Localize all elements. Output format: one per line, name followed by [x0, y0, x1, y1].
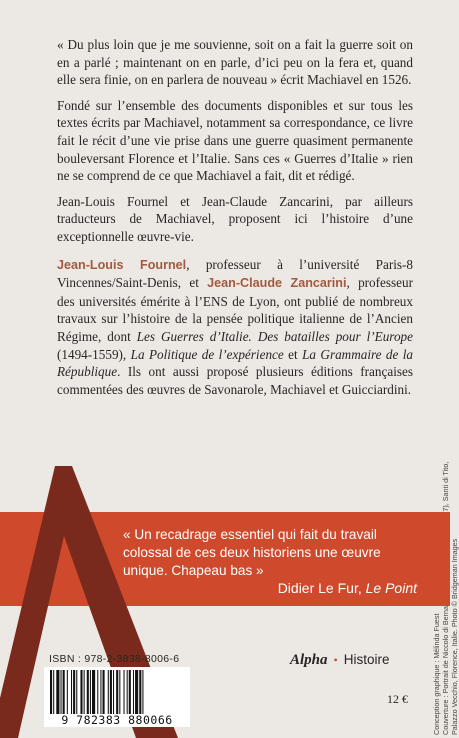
barcode-bar — [108, 670, 109, 714]
book-title-guerres: Les Guerres d’Italie. Des batailles pour l’Europe — [136, 328, 413, 344]
bio-text-1: , professeur à l’université Paris-8 Vincennes/Saint-Denis, et — [57, 256, 413, 291]
author-name-fournel: Jean-Louis Fournel — [57, 257, 187, 272]
barcode-bar — [129, 670, 131, 714]
publisher-separator: • — [333, 653, 338, 667]
barcode-bar — [142, 670, 143, 714]
barcode-bar — [80, 670, 82, 714]
barcode-bar — [113, 670, 114, 714]
barcode-bar — [116, 670, 118, 714]
barcode-bar — [73, 670, 75, 714]
author-name-zancarini: Jean-Claude Zancarini — [207, 276, 347, 291]
blurb-paragraph-summary: Fondé sur l’ensemble des documents disponibles et sur tous les textes écrits par Machiavel, notamment sa correspondance, ce livre fait le récit d’une vie prise dans une guerre quasiment permanente bouleversant Florence et l’Italie. Sans ces « Guerres d’Italie » rien ne se comprend de ce que Machiavel a fait, dit et rédigé. — [57, 97, 413, 184]
isbn-label: ISBN : 978-2-3838-8006-6 — [49, 653, 180, 665]
barcode-bar — [84, 670, 85, 714]
blurb-column — [57, 36, 413, 406]
book-title-grammaire: La Grammaire de la République — [57, 346, 413, 380]
barcode-bar — [63, 670, 65, 714]
bio-text-2: , professeur des universités émérite à l’ENS de Lyon, ont publié de nombreux travaux sur l’histoire de la pensée politique italienne de l’Ancien Régime, dont — [57, 275, 413, 344]
press-quote-author: Didier Le Fur, — [277, 580, 366, 596]
barcode-bar — [61, 670, 62, 714]
barcode-digits: 9 782383 880066 — [44, 714, 190, 727]
blurb-paragraph-quote: « Du plus loin que je me souvienne, soit on a fait la guerre soit on en a parlé ; maintenant on en parle, d’ici peu on la fera et, quand elle sera finie, on en parlera de nouveau » écrit Machiavel en 1526. — [57, 37, 413, 88]
barcode-bar — [133, 670, 134, 714]
credit-line-photo: Palazzo Vecchio, Florence, Italie. Photo © Bridgeman Images — [450, 538, 459, 735]
barcode-bar — [135, 670, 138, 714]
barcode-bar — [110, 670, 112, 714]
bio-text-3: (1494-1559), — [57, 346, 131, 362]
barcode-bars — [44, 667, 190, 717]
publisher-imprint: Alpha — [290, 652, 328, 668]
press-quote-attribution — [278, 580, 417, 596]
barcode-bar — [56, 670, 59, 714]
barcode-bar — [119, 670, 120, 714]
barcode-bar — [90, 670, 91, 714]
publisher-collection: Histoire — [343, 652, 390, 667]
barcode-bar — [139, 670, 141, 714]
press-quote-text: « Un recadrage essentiel qui fait du travail colossal de ces deux historiens une œuvre unique. Chapeau bas » — [123, 527, 381, 578]
barcode-bar — [92, 670, 95, 714]
blurb-paragraph-authors: Jean-Louis Fournel et Jean-Claude Zancarini, par ailleurs traducteurs de Machiavel, proposent ici l’histoire d’une exceptionnelle œuvre-vie. — [57, 193, 413, 244]
price-label: 12 € — [387, 692, 408, 706]
bio-text-4: et — [283, 346, 303, 362]
barcode-bar — [127, 670, 128, 714]
publisher-mark — [290, 652, 389, 669]
book-title-politique: La Politique de l’expérience — [130, 346, 284, 362]
press-quote-source: Le Point — [365, 580, 417, 596]
barcode-bar — [71, 670, 72, 714]
barcode-bar — [67, 670, 68, 714]
barcode-bar — [100, 670, 101, 714]
credit-line-design: Conception graphique : Mélinda Fuest — [432, 613, 441, 735]
barcode-bar — [87, 670, 89, 714]
barcode-bar — [76, 670, 77, 714]
barcode-bar — [97, 670, 98, 714]
barcode-bar — [53, 670, 54, 714]
barcode-bar — [50, 670, 52, 714]
barcode-bar — [124, 670, 125, 714]
barcode-bar — [103, 670, 105, 714]
bio-text-5: . Ils ont aussi proposé plusieurs éditions françaises commentées des œuvres de Savonarole, Machiavel et Guicciardini. — [57, 364, 413, 397]
author-bio — [57, 256, 413, 399]
